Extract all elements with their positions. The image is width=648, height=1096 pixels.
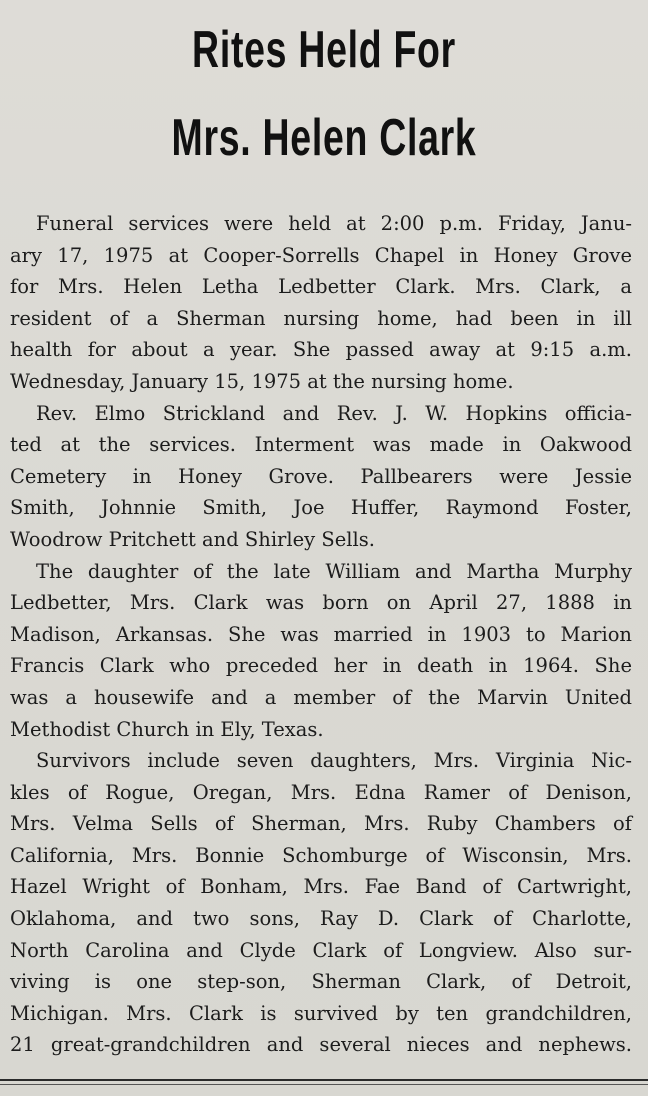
text-line: Madison, Arkansas. She was married in 1903 to Marion — [10, 622, 632, 646]
article-body — [10, 208, 632, 1061]
text-line: was a housewife and a member of the Marvin United — [10, 685, 632, 709]
text-line: Woodrow Pritchett and Shirley Sells. — [10, 527, 375, 551]
text-line: ted at the services. Interment was made in Oakwood — [10, 433, 632, 457]
text-line: Oklahoma, and two sons, Ray D. Clark of Charlotte, — [10, 907, 632, 931]
text-line: Survivors include seven daughters, Mrs. Virginia Nic- — [36, 749, 632, 773]
text-line: Michigan. Mrs. Clark is survived by ten grandchildren, — [10, 1001, 632, 1025]
text-line: Francis Clark who preceded her in death in 1964. She — [10, 654, 632, 678]
text-line: Hazel Wright of Bonham, Mrs. Fae Band of Cartwright, — [10, 875, 632, 899]
text-line: Funeral services were held at 2:00 p.m. Friday, Janu- — [36, 212, 632, 235]
headline-line-1: Rites Held For — [192, 21, 456, 79]
text-line: Cemetery in Honey Grove. Pallbearers were Jessie — [10, 464, 632, 488]
paragraph-funeral-services — [10, 208, 632, 398]
text-line: Ledbetter, Mrs. Clark was born on April 27, 1888 in — [10, 591, 632, 615]
text-line: North Carolina and Clyde Clark of Longview. Also sur- — [10, 938, 632, 962]
bottom-rule-thin — [0, 1084, 648, 1085]
bottom-rule — [0, 1079, 648, 1081]
paragraph-biography — [10, 556, 632, 746]
paragraph-officiants — [10, 398, 632, 556]
text-line: 21 great-grandchildren and several nieces and nephews. — [10, 1033, 632, 1057]
text-line: Wednesday, January 15, 1975 at the nursing home. — [10, 369, 514, 393]
paragraph-survivors — [10, 745, 632, 1061]
text-line: health for about a year. She passed away at 9:15 a.m. — [10, 338, 632, 362]
text-line: California, Mrs. Bonnie Schomburge of Wisconsin, Mrs. — [10, 843, 632, 867]
text-line: resident of a Sherman nursing home, had been in ill — [10, 306, 632, 330]
text-line: for Mrs. Helen Letha Ledbetter Clark. Mrs. Clark, a — [10, 275, 632, 299]
text-line: ary 17, 1975 at Cooper-Sorrells Chapel in Honey Grove — [10, 243, 632, 267]
text-line: The daughter of the late William and Martha Murphy — [36, 559, 632, 583]
text-line: Methodist Church in Ely, Texas. — [10, 717, 324, 741]
text-line: Smith, Johnnie Smith, Joe Huffer, Raymond Foster, — [10, 496, 632, 520]
text-line: viving is one step-son, Sherman Clark, of Detroit, — [10, 970, 632, 994]
text-line: Mrs. Velma Sells of Sherman, Mrs. Ruby Chambers of — [10, 812, 632, 836]
text-line: Rev. Elmo Strickland and Rev. J. W. Hopkins officia- — [36, 401, 632, 425]
text-line: kles of Rogue, Oregan, Mrs. Edna Ramer of Denison, — [10, 780, 632, 804]
headline-line-2: Mrs. Helen Clark — [171, 109, 477, 167]
